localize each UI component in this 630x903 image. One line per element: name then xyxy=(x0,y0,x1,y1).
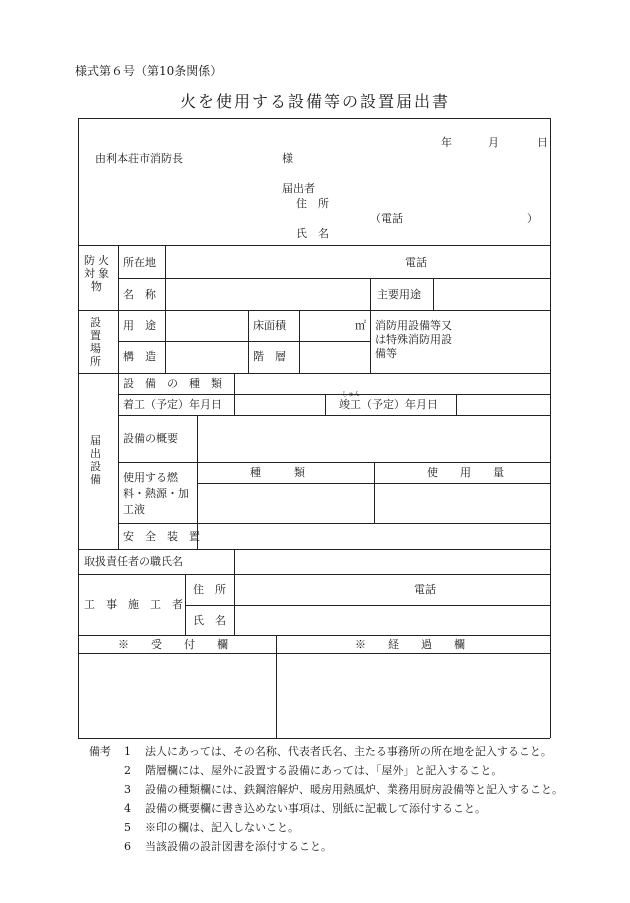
rule xyxy=(197,415,198,549)
rule xyxy=(78,245,550,246)
note-number: 6 xyxy=(124,840,131,853)
note-item xyxy=(124,743,552,759)
note-number: 3 xyxy=(124,783,131,796)
rule xyxy=(370,278,371,373)
floor-label: 階 層 xyxy=(253,350,286,363)
rule xyxy=(433,278,434,310)
contractor-name-label: 氏 名 xyxy=(193,614,226,627)
notifier-name-label: 氏 名 xyxy=(296,227,329,240)
contractor-address-label: 住 所 xyxy=(193,583,226,596)
target-section-label: 防火対象物 xyxy=(84,254,112,293)
note-text: ※印の欄は、記入しないこと。 xyxy=(145,821,299,834)
rule xyxy=(185,574,186,635)
rule xyxy=(118,278,550,279)
note-number: 2 xyxy=(124,764,131,777)
floor-area-unit: ㎡ xyxy=(355,319,366,332)
notes-label: 備考 xyxy=(89,745,111,758)
notifier-phone-label: （電話 xyxy=(370,212,403,225)
fire-equipment-label: 消防用設備等又は特殊消防用設備等 xyxy=(375,319,452,360)
target-location-label: 所在地 xyxy=(123,256,156,269)
fuel-kind-header: 種 類 xyxy=(250,466,305,479)
rule xyxy=(185,605,550,606)
completion-date-label: 竣工（予定）年月日 xyxy=(339,398,438,411)
rule xyxy=(165,245,166,373)
rule xyxy=(78,549,550,550)
honorific: 様 xyxy=(282,152,293,165)
rule xyxy=(78,373,550,374)
rule xyxy=(118,245,119,549)
note-text: 階層欄には、屋外に設置する設備にあっては、「屋外」と記入すること。 xyxy=(145,764,503,777)
fuel-label: 使用する燃料・熱源・加工液 xyxy=(123,471,189,516)
form-title: 火を使用する設備等の設置届出書 xyxy=(179,92,450,111)
note-item xyxy=(124,781,563,797)
installation-use-label: 用 途 xyxy=(123,319,156,332)
start-date-label: 着工（予定）年月日 xyxy=(123,398,222,411)
receipt-column-header: ※ 受 付 欄 xyxy=(118,638,228,651)
rule xyxy=(325,394,326,415)
note-text: 設備の種類欄には、鉄鋼溶解炉、暖房用熱風炉、業務用厨房設備等と記入すること。 xyxy=(145,783,563,796)
installation-section-label: 設置場所 xyxy=(90,316,101,368)
rule xyxy=(118,462,550,463)
manager-label: 取扱責任者の職氏名 xyxy=(84,555,183,568)
note-number: 4 xyxy=(124,802,131,815)
equipment-outline-label: 設備の概要 xyxy=(123,432,178,445)
rule xyxy=(118,415,550,416)
note-item xyxy=(124,838,332,854)
date-month-label: 月 xyxy=(488,136,499,149)
rule xyxy=(234,549,235,574)
rule xyxy=(78,310,550,311)
structure-label: 構 造 xyxy=(123,350,156,363)
fuel-amount-header: 使 用 量 xyxy=(427,466,504,479)
note-number: 5 xyxy=(124,821,131,834)
note-number: 1 xyxy=(124,745,131,758)
rule xyxy=(234,373,235,415)
equipment-type-label: 設 備 の 種 類 xyxy=(123,377,222,390)
note-item xyxy=(124,762,502,778)
notifier-address-label: 住 所 xyxy=(296,197,329,210)
completion-ruby: しゅん xyxy=(342,391,361,398)
floor-area-label: 床面積 xyxy=(253,319,286,332)
rule xyxy=(118,394,550,395)
target-phone-label: 電話 xyxy=(405,256,427,269)
rule xyxy=(234,574,235,635)
date-year-label: 年 xyxy=(441,136,452,149)
addressee: 由利本荘市消防長 xyxy=(95,152,183,165)
note-text: 設備の概要欄に書き込めない事項は、別紙に記載して添付すること。 xyxy=(145,802,486,815)
table-border-top xyxy=(78,118,550,119)
table-border-bottom xyxy=(78,738,550,739)
contractor-phone-label: 電話 xyxy=(414,583,436,596)
rule xyxy=(299,310,300,373)
rule xyxy=(118,341,370,342)
rule xyxy=(456,394,457,415)
date-day-label: 日 xyxy=(537,136,548,149)
note-item xyxy=(124,800,486,816)
target-name-label: 名 称 xyxy=(123,288,156,301)
progress-column-header: ※ 経 過 欄 xyxy=(355,638,465,651)
rule xyxy=(118,523,550,524)
rule xyxy=(78,653,550,654)
safety-device-label: 安 全 装 置 xyxy=(123,530,200,543)
table-border-right xyxy=(550,118,551,738)
form-number: 様式第６号（第10条関係） xyxy=(75,64,223,78)
contractor-label: 工 事 施 工 者 xyxy=(84,598,183,611)
note-text: 法人にあっては、その名称、代表者氏名、主たる事務所の所在地を記入すること。 xyxy=(145,745,552,758)
rule xyxy=(276,635,277,738)
notifier-label: 届出者 xyxy=(282,182,315,195)
rule xyxy=(248,310,249,373)
target-main-use-label: 主要用途 xyxy=(377,288,421,301)
notifier-phone-close: ） xyxy=(527,212,538,225)
note-item xyxy=(124,819,299,835)
equipment-section-label: 届出設備 xyxy=(90,434,101,486)
rule xyxy=(78,574,550,575)
table-border-left xyxy=(78,118,79,738)
rule xyxy=(374,462,375,523)
rule xyxy=(78,635,550,636)
note-text: 当該設備の設計図書を添付すること。 xyxy=(145,840,332,853)
